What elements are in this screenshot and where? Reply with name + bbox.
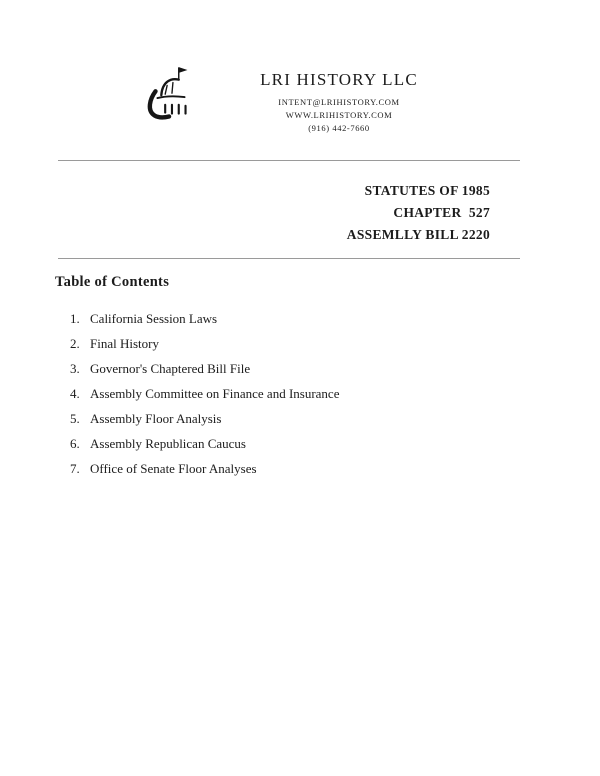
- toc-item: [70, 356, 510, 381]
- toc-item: [70, 431, 510, 456]
- company-name: LRI HISTORY LLC: [260, 70, 418, 89]
- toc-item-number: 5.: [70, 411, 80, 426]
- phone-text: (916) 442-7660: [308, 123, 370, 133]
- letterhead: [140, 62, 454, 138]
- toc-item-number: 7.: [70, 461, 80, 476]
- horizontal-rule-top: [58, 160, 520, 161]
- statutes-line: STATUTES OF 1985: [364, 183, 490, 198]
- toc-item-number: 4.: [70, 386, 80, 401]
- toc-item-label: California Session Laws: [90, 311, 218, 326]
- toc-item-label: Governor's Chaptered Bill File: [90, 361, 251, 376]
- toc-item-label: Final History: [90, 336, 159, 351]
- toc-item-label: Office of Senate Floor Analyses: [90, 461, 257, 476]
- toc-item-label: Assembly Floor Analysis: [90, 411, 222, 426]
- toc-item: [70, 381, 510, 406]
- letterhead-text: [224, 62, 454, 135]
- toc-item-number: 3.: [70, 361, 80, 376]
- horizontal-rule-bottom: [58, 258, 520, 259]
- toc-item-number: 1.: [70, 311, 80, 326]
- toc-item-label: Assembly Republican Caucus: [90, 436, 246, 451]
- toc-item: [70, 456, 510, 481]
- toc-item-number: 2.: [70, 336, 80, 351]
- capitol-sketch-icon: [140, 62, 202, 138]
- toc-item-number: 6.: [70, 436, 80, 451]
- website-text: WWW.LRIHISTORY.COM: [285, 110, 393, 120]
- toc-item: [70, 406, 510, 431]
- bill-line: ASSEMLLY BILL 2220: [346, 227, 490, 242]
- toc-list: [70, 306, 510, 481]
- toc-heading: Table of Contents: [55, 274, 170, 290]
- statute-title-block: [58, 180, 490, 246]
- toc-item: [70, 331, 510, 356]
- toc-item-label: Assembly Committee on Finance and Insurance: [90, 386, 340, 401]
- chapter-line: CHAPTER 527: [393, 205, 490, 220]
- email-text: INTENT@LRIHISTORY.COM: [278, 97, 400, 107]
- toc-item: [70, 306, 510, 331]
